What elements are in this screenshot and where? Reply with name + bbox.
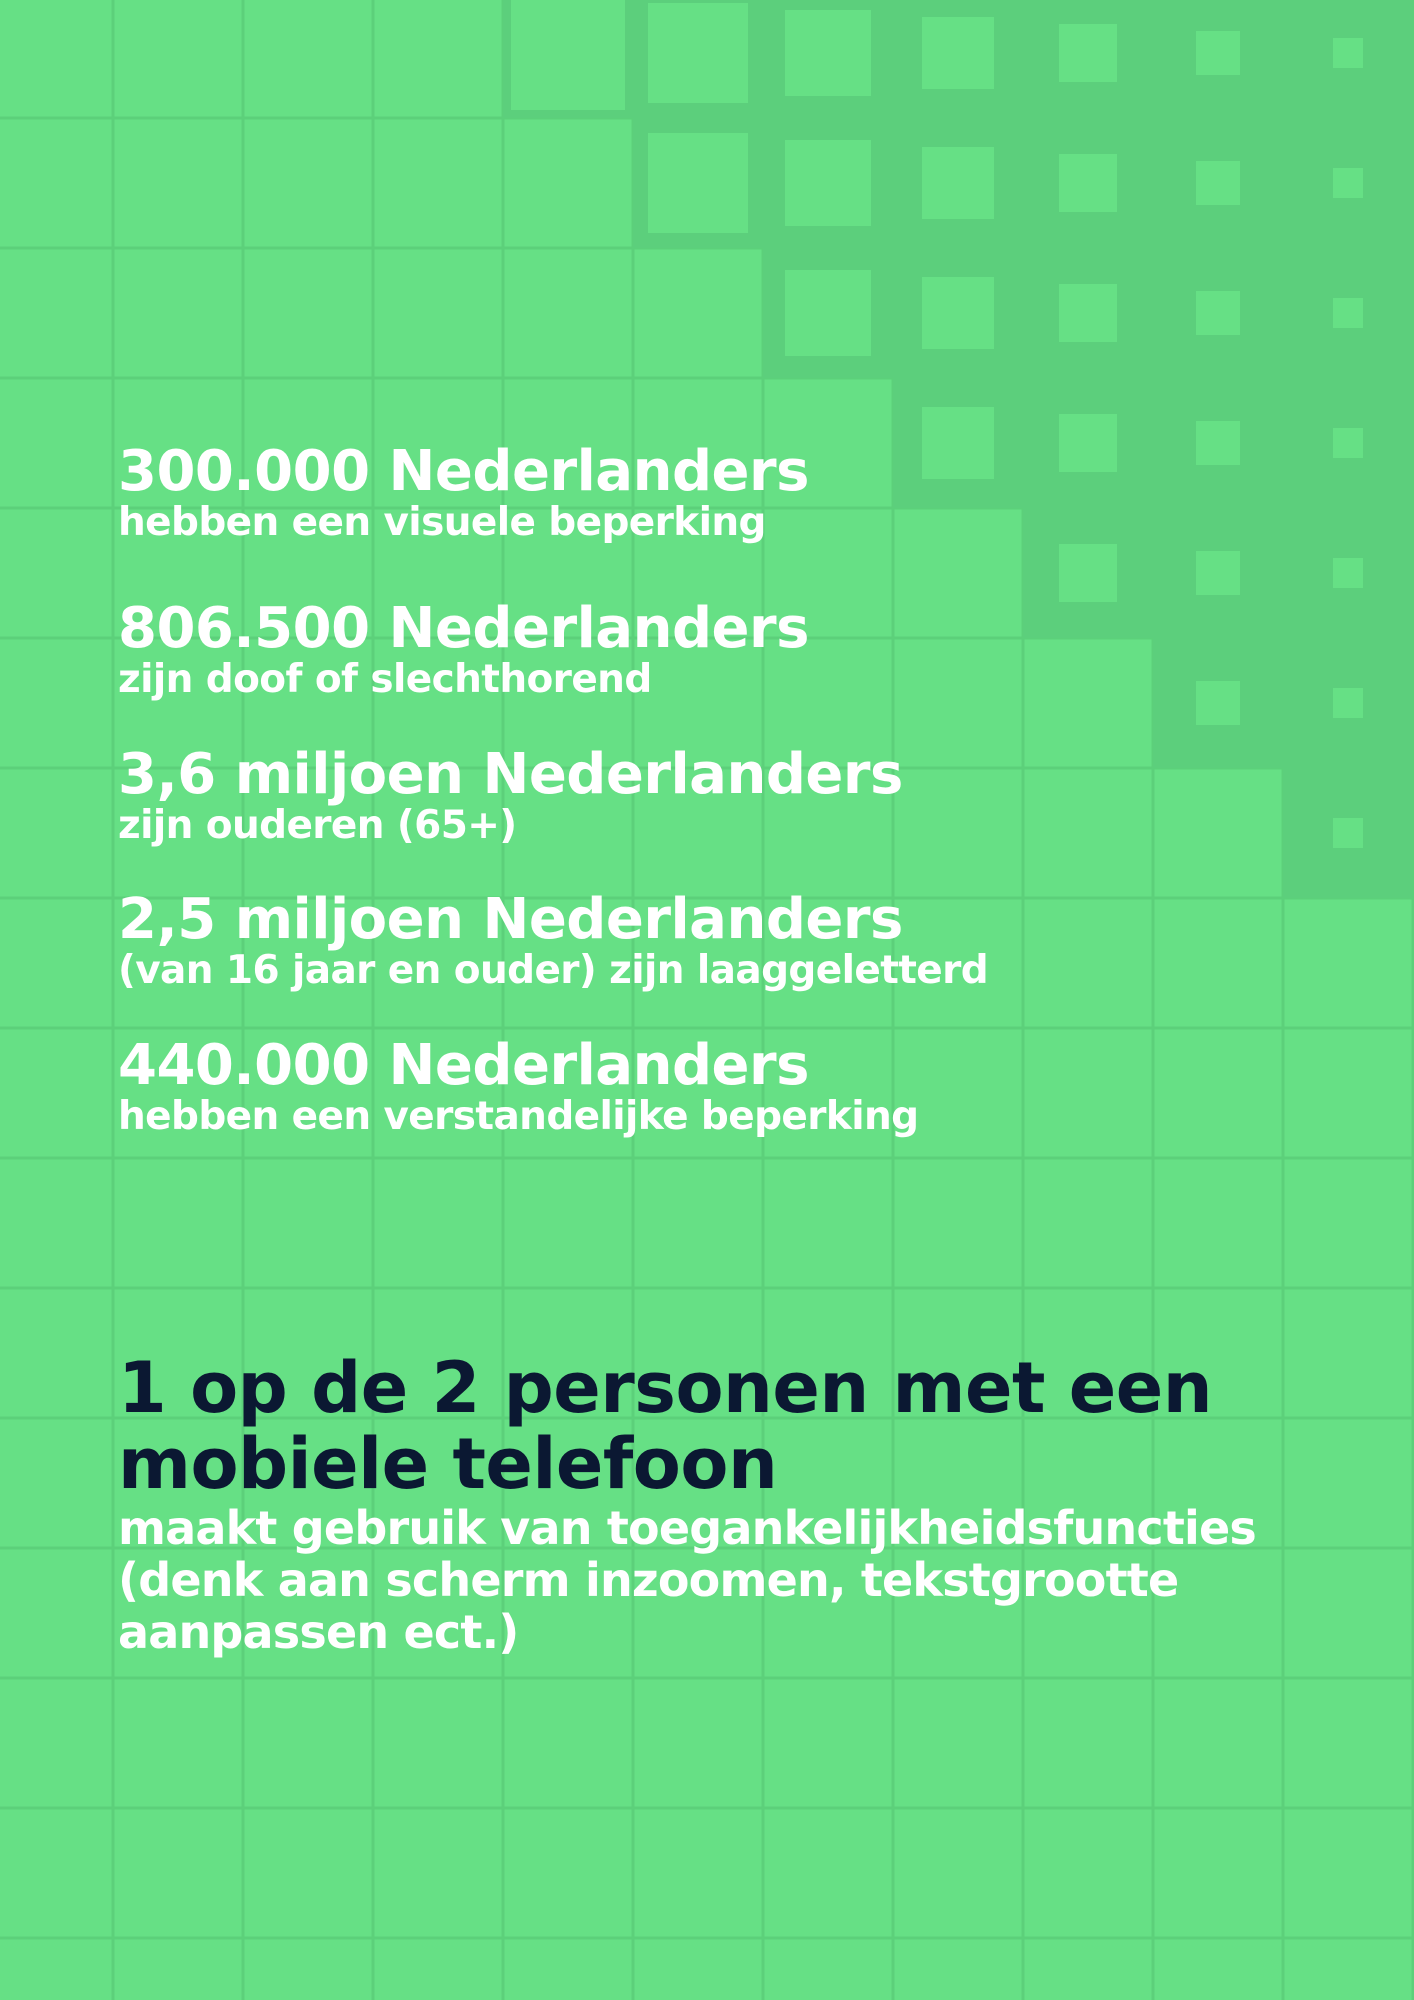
stat-description: hebben een verstandelijke beperking (118, 1094, 919, 1139)
tile-square (1333, 38, 1363, 68)
stat-number: 440.000 Nederlanders (118, 1033, 809, 1098)
tile-square (1333, 428, 1363, 458)
tile-square (1059, 154, 1117, 212)
tile-square (922, 147, 994, 219)
tile-square (1196, 291, 1240, 335)
highlight-description-line: maakt gebruik van toegankelijkheidsfuncties (118, 1501, 1256, 1555)
stat-description: (van 16 jaar en ouder) zijn laaggeletterd (118, 948, 989, 993)
stat-low-literacy (118, 887, 1318, 993)
tile-square (1196, 31, 1240, 75)
tile-square (1333, 168, 1363, 198)
stat-visual-impairment (118, 439, 1318, 545)
tile-square (922, 277, 994, 349)
stat-number: 3,6 miljoen Nederlanders (118, 742, 903, 807)
tile-square (785, 140, 871, 226)
stat-number: 300.000 Nederlanders (118, 439, 809, 504)
tile-square (648, 3, 748, 103)
stat-elderly (118, 742, 1318, 848)
tile-square (1333, 298, 1363, 328)
tile-square (511, 0, 625, 110)
tile-square (1196, 551, 1240, 595)
stat-description: zijn ouderen (65+) (118, 803, 517, 848)
stat-intellectual-disability (118, 1033, 1318, 1139)
stat-number: 806.500 Nederlanders (118, 596, 809, 661)
tile-square (1333, 818, 1363, 848)
stat-description: hebben een visuele beperking (118, 500, 766, 545)
tile-square (785, 10, 871, 96)
highlight-description-line: aanpassen ect.) (118, 1605, 519, 1659)
tile-square (1333, 688, 1363, 718)
tile-square (1059, 544, 1117, 602)
highlight-description-line: (denk aan scherm inzoomen, tekstgrootte (118, 1553, 1179, 1607)
highlight-statement (118, 1347, 1358, 1659)
highlight-title-line: mobiele telefoon (118, 1423, 778, 1505)
stat-number: 2,5 miljoen Nederlanders (118, 887, 903, 952)
tile-square (1059, 284, 1117, 342)
tile-square (1196, 161, 1240, 205)
tile-square (1333, 558, 1363, 588)
tile-square (648, 133, 748, 233)
stat-description: zijn doof of slechthorend (118, 657, 652, 702)
stat-deaf-hard-of-hearing (118, 596, 1318, 702)
tile-square (1059, 24, 1117, 82)
tile-square (922, 17, 994, 89)
highlight-title-line: 1 op de 2 personen met een (118, 1347, 1213, 1429)
tile-square (785, 270, 871, 356)
